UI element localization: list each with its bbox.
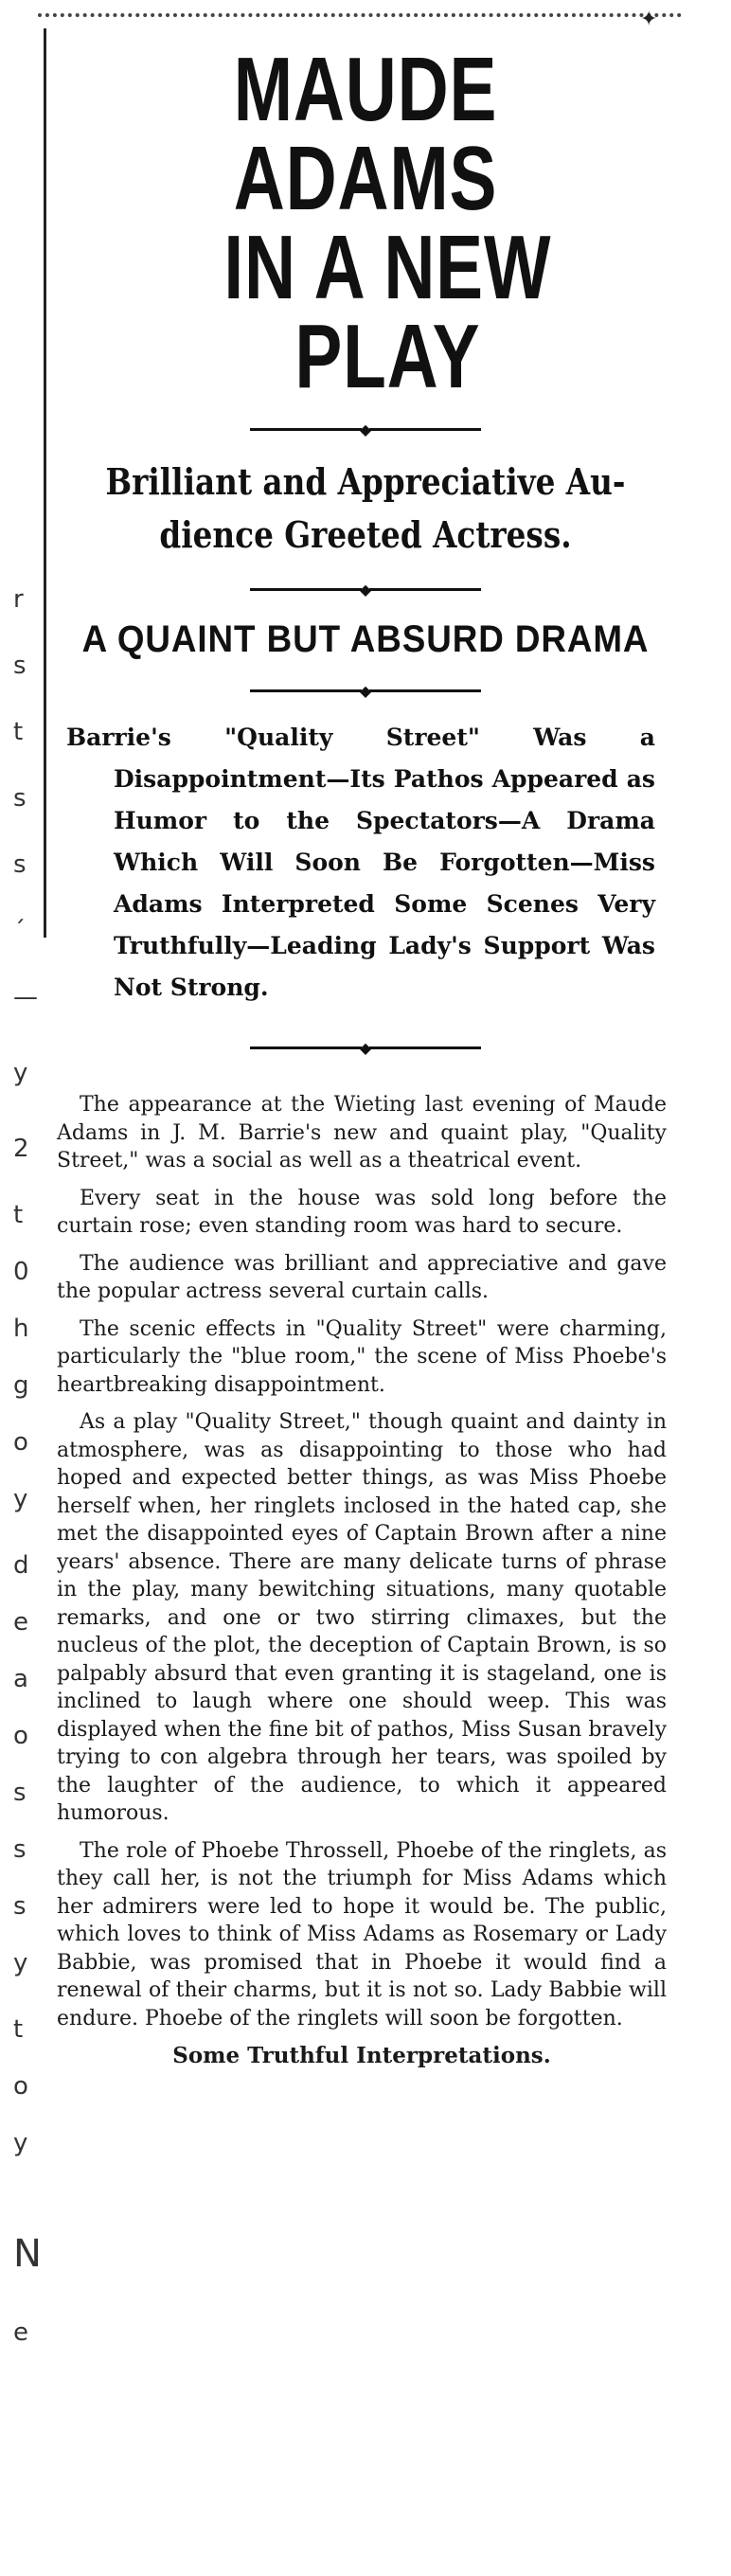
margin-fragment: g bbox=[13, 1371, 29, 1400]
margin-fragment: y bbox=[13, 1949, 28, 1977]
margin-fragment: e bbox=[13, 2318, 28, 2347]
deck-subheadline: A QUAINT BUT ABSURD DRAMA bbox=[81, 618, 650, 660]
margin-fragment: t bbox=[13, 2015, 24, 2044]
margin-fragment: s bbox=[13, 1835, 27, 1864]
adjacent-column-fragments bbox=[0, 568, 42, 2462]
margin-fragment: s bbox=[13, 850, 27, 879]
margin-fragment: s bbox=[13, 1779, 27, 1807]
headline-line-2: IN A NEW PLAY bbox=[223, 217, 552, 407]
margin-fragment: N bbox=[13, 2232, 42, 2276]
body-paragraph: The audience was brilliant and appreciative and gave the popular actress several curtain calls. bbox=[57, 1251, 667, 1303]
margin-fragment: s bbox=[13, 784, 27, 813]
margin-fragment: ´ bbox=[13, 917, 26, 945]
deck-line-1: Brilliant and Appreciative Au- bbox=[105, 460, 626, 503]
margin-fragment: d bbox=[13, 1551, 29, 1580]
margin-fragment: y bbox=[13, 1059, 28, 1087]
margin-fragment: t bbox=[13, 718, 24, 746]
news-article bbox=[57, 38, 674, 2070]
body-paragraph: Every seat in the house was sold long before the curtain rose; even standing room was hard to secure. bbox=[57, 1186, 667, 1238]
headline-line-1: MAUDE ADAMS bbox=[233, 39, 498, 229]
body-paragraph: The scenic effects in "Quality Street" were charming, particularly the "blue room," the scene of Miss Phoebe's heartbreaking disappointment. bbox=[57, 1316, 667, 1397]
margin-fragment: 2 bbox=[13, 1135, 29, 1163]
margin-fragment: o bbox=[13, 2072, 28, 2101]
margin-fragment: e bbox=[13, 1608, 28, 1637]
margin-fragment: t bbox=[13, 1201, 24, 1229]
margin-fragment: — bbox=[13, 983, 38, 1011]
margin-fragment: s bbox=[13, 652, 27, 680]
section-subhead: Some Truthful Interpretations. bbox=[172, 2043, 551, 2068]
article-body bbox=[57, 1091, 667, 2070]
top-border-rule bbox=[38, 13, 682, 17]
margin-fragment: y bbox=[13, 2129, 28, 2157]
margin-fragment: r bbox=[13, 585, 24, 614]
margin-fragment: a bbox=[13, 1665, 28, 1693]
column-rule bbox=[44, 28, 46, 938]
margin-fragment: o bbox=[13, 1428, 28, 1457]
separator-rule: ◆ bbox=[57, 678, 674, 702]
margin-fragment: 0 bbox=[13, 1258, 29, 1286]
separator-rule: ◆ bbox=[57, 417, 674, 440]
body-paragraph: As a play "Quality Street," though quaint and dainty in atmosphere, was as disappointing to those who had hoped and expected better things, as was Miss Phoebe herself when, her ringlets inclosed in the hated cap, she met the disappointed eyes of Captain Brown after a nine years' absence. There are many delicate turns of phrase in the play, many bewitching situations, many quotable remarks, and one or two stirring climaxes, but the nucleus of the plot, the deception of Captain Brown, is so palpably absurd that even granting it is stageland, one is inclined to laugh where one should weep. This was displayed when the fine bit of pathos, Miss Susan bravely trying to con algebra through her tears, was spoiled by the laughter of the audience, to which it appeared humorous. bbox=[57, 1410, 667, 1825]
margin-fragment: o bbox=[13, 1722, 28, 1750]
body-paragraph: The appearance at the Wieting last evening of Maude Adams in J. M. Barrie's new and quaint play, "Quality Street," was a social as well as a theatrical event. bbox=[57, 1093, 667, 1172]
separator-rule: ◆ bbox=[57, 1035, 674, 1059]
margin-fragment: y bbox=[13, 1485, 28, 1513]
deck-line-2: dience Greeted Actress. bbox=[159, 513, 572, 556]
separator-rule: ◆ bbox=[57, 577, 674, 600]
margin-fragment: s bbox=[13, 1892, 27, 1921]
margin-fragment: h bbox=[13, 1315, 29, 1343]
body-paragraph: The role of Phoebe Throssell, Phoebe of the ringlets, as they call her, is not the triumph for Miss Adams which her admirers were led to hope it would be. The public, which loves to think of Miss Adams as Rosemary or Lady Babbie, was promised that in Phoebe it would find a renewal of their charms, but it is not so. Lady Babbie will endure. Phoebe of the ringlets will soon be forgotten. bbox=[57, 1838, 667, 2030]
summary-deck: Barrie's "Quality Street" Was a Disappointment—Its Pathos Appeared as Humor to the Spectators—A Drama Which Will Soon Be Forgotten—Miss Adams Interpreted Some Scenes Very Truthfully—Leading Lady's Support Was Not Strong. bbox=[66, 724, 655, 1001]
top-border-ornament: ✦ bbox=[640, 8, 658, 31]
